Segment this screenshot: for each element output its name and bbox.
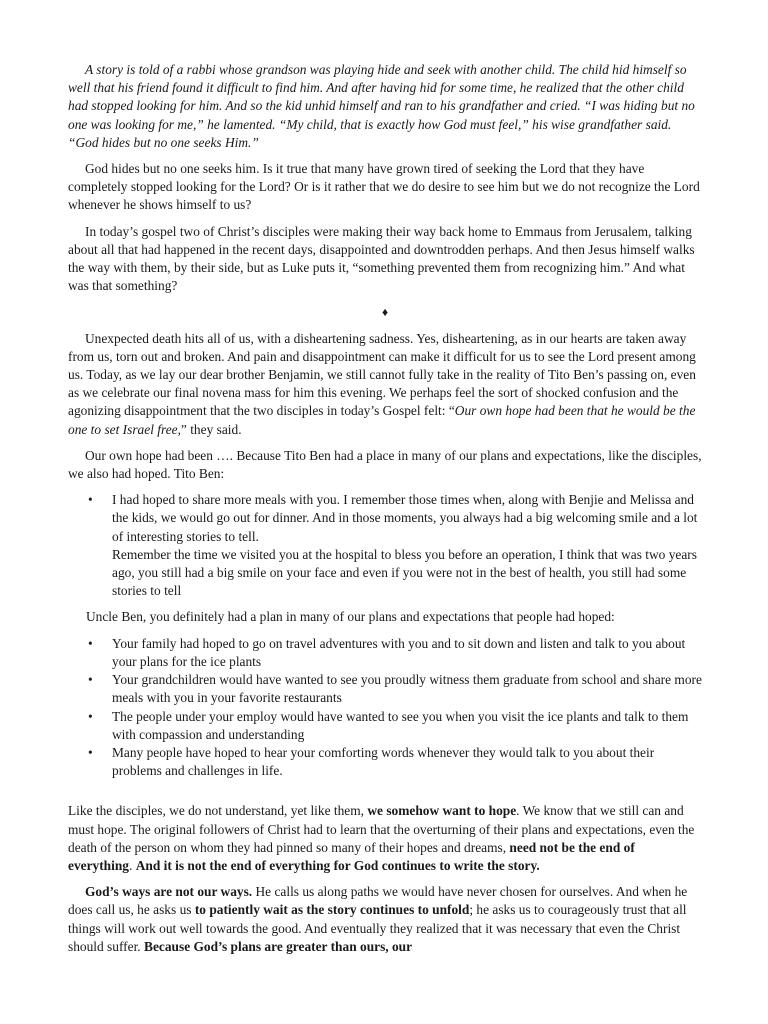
bold-text: we somehow want to hope — [367, 803, 517, 819]
paragraph-text: He calls us along paths we would have never chosen for ourselves. And when he does call us, he asks us — [68, 884, 688, 918]
paragraph-disciples-hope — [68, 802, 702, 875]
paragraph-text: ; he asks us to courageously trust that all things will work out well towards the good. And eventually they realized that it was necessary that even the Christ should suffer. — [68, 902, 687, 954]
list-item-text: I had hoped to share more meals with you. I remember those times when, along with Benjie and Melissa and the kids, we would go out for dinner. And in those moments, you always had a big welcoming smile and a lot of interesting stories to tell. — [112, 492, 698, 544]
list-item: • Your grandchildren would have wanted to see you proudly witness them graduate from school and share more meals with you in your favorite restaurants — [112, 671, 702, 707]
paragraph-own-hope: Our own hope had been …. Because Tito Ben had a place in many of our plans and expectations, like the disciples, we also had hoped. Tito Ben: — [68, 447, 702, 482]
paragraph-text: . We know that we still can and must hope. The original followers of Christ had to learn that the overturning of their plans and expectations, even the death of the person on whom they had pinned so many of their hopes and dreams, — [68, 803, 695, 855]
paragraph-god-hides: God hides but no one seeks him. Is it true that many have grown tired of seeking the Lord that they have completely stopped looking for the Lord? Or is it rather that we do desire to see him but we do not recognize the Lord whenever he shows himself to us? — [68, 161, 700, 213]
paragraph-text: . — [129, 857, 136, 873]
paragraph-uncle-ben: Uncle Ben, you definitely had a plan in many of our plans and expectations that people had hoped: — [86, 609, 615, 625]
paragraph-text: Unexpected death hits all of us, with a disheartening sadness. Yes, disheartening, as in our hearts are taken away from us, torn out and broken. And pain and disappointment can make it difficult for us to see the Lord present among us. Today, as we lay our dear brother Benjamin, we still cannot fully take in the reality of Tito Ben’s passing on, even as we celebrate our final novena mass for him this evening. We perhaps feel the sort of shocked confusion and the agonizing disappointment that the two disciples in today’s Gospel felt: “ — [68, 330, 696, 419]
bold-text: Because God’s plans are greater than ours, our — [144, 938, 413, 954]
list-item-text: Remember the time we visited you at the hospital to bless you before an operation, I think that was two years ago, you still had a big smile on your face and even if you were not in the best of health, you still had some stories to tell — [112, 546, 697, 599]
paragraph-unexpected-death — [68, 330, 702, 439]
bold-text: to patiently wait as the story continues to unfold — [194, 902, 470, 918]
paragraph-text: Like the disciples, we do not understand, yet like them, — [68, 803, 368, 819]
paragraph-gods-ways — [68, 883, 702, 956]
diamond-divider: ♦ — [381, 305, 389, 320]
list-item: • Many people have hoped to hear your comforting words whenever they would talk to you about their problems and challenges in life. — [112, 744, 702, 780]
list-item — [112, 491, 702, 600]
list-item: • Your family had hoped to go on travel adventures with you and to sit down and listen and talk to you about your plans for the ice plants — [112, 635, 702, 671]
bold-text: need not be the end of everything — [68, 839, 635, 873]
story-paragraph: A story is told of a rabbi whose grandson was playing hide and seek with another child. The child hid himself so well that his friend found it difficult to find him. And after having hid for some time, he realized that the other child had stopped looking for him. And so the kid unhid himself and ran to his grandfather and cried. “I was hiding but no one was looking for me,” he lamented. “My child, that is exactly how God must feel,” his wise grandfather said. “God hides but no one seeks Him.” — [68, 62, 695, 150]
paragraph-text: ,” they said. — [177, 421, 242, 437]
hopes-list-personal — [68, 491, 702, 600]
list-item: • The people under your employ would have wanted to see you when you visit the ice plants and talk to them with compassion and understanding — [112, 708, 702, 744]
bold-text: God’s ways are not our ways. — [85, 884, 253, 900]
italic-quote: Our own hope had been that he would be the one to set Israel free — [68, 403, 696, 437]
paragraph-emmaus: In today’s gospel two of Christ’s disciples were making their way back home to Emmaus from Jerusalem, talking about all that had happened in the recent days, disappointed and downtrodden perhaps. And then Jesus himself walks the way with them, by their side, but as Luke puts it, “something prevented them from recognizing him.” And what was that something? — [68, 223, 695, 294]
bold-text: And it is not the end of everything for God continues to write the story. — [135, 857, 540, 873]
hopes-list-others — [68, 635, 702, 781]
